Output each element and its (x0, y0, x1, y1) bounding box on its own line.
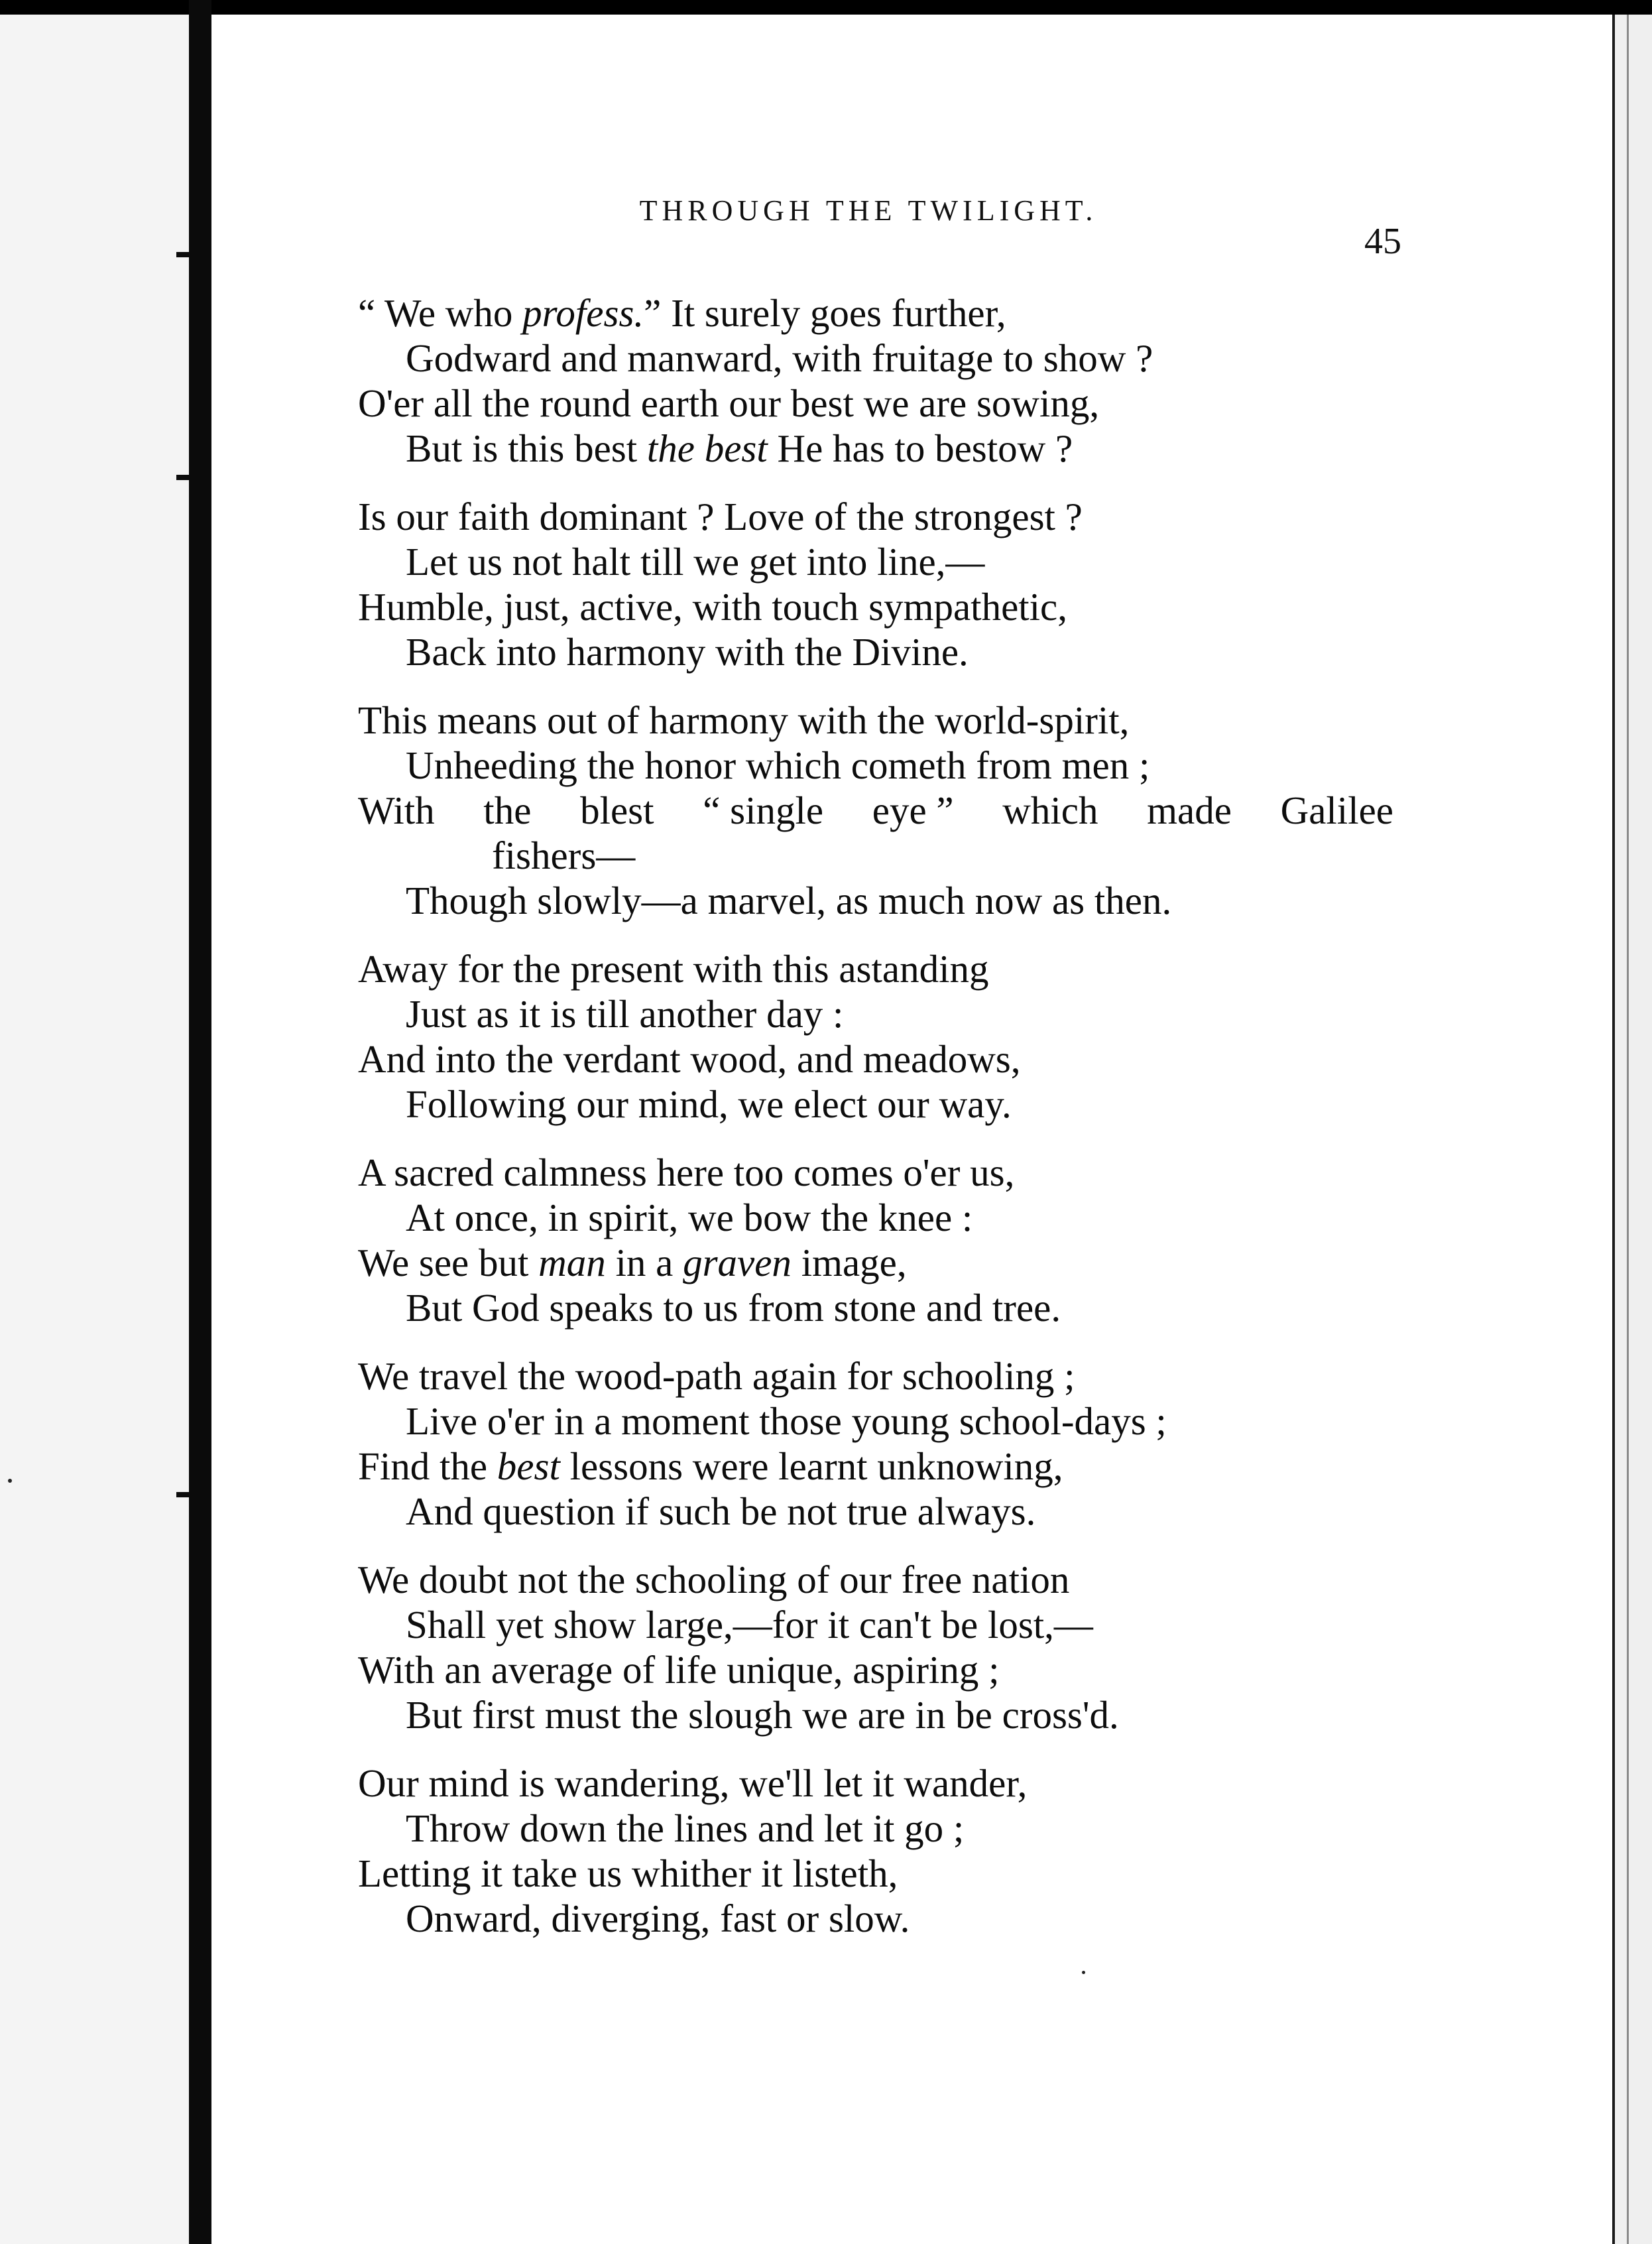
word: With (358, 788, 435, 832)
poem-line: But first must the slough we are in be cross'd. (406, 1693, 1119, 1737)
poem-line: At once, in spirit, we bow the knee : (406, 1196, 973, 1239)
poem-line: Away for the present with this astanding (358, 947, 989, 991)
page-number: 45 (1364, 221, 1401, 262)
word: “ single (703, 788, 824, 832)
poem-line: Our mind is wandering, we'll let it wander, (358, 1761, 1028, 1805)
poem-line: Live o'er in a moment those young school-days ; (406, 1399, 1167, 1443)
poem-line: Humble, just, active, with touch sympathetic, (358, 585, 1067, 629)
stanza (358, 946, 1419, 1127)
stanza (358, 1353, 1419, 1534)
word: made (1147, 788, 1232, 832)
stanza (358, 1761, 1419, 1941)
poem-line: But God speaks to us from stone and tree. (406, 1286, 1061, 1330)
scan-top-edge (0, 0, 1652, 15)
stanza (358, 290, 1419, 471)
gutter-notch (176, 252, 191, 257)
poem-line: Just as it is till another day : (406, 992, 844, 1036)
poem-line: Godward and manward, with fruitage to show ? (406, 336, 1153, 380)
poem-line: A sacred calmness here too comes o'er us, (358, 1151, 1015, 1194)
running-head: THROUGH THE TWILIGHT. (639, 194, 1098, 227)
poem-line-justified (358, 788, 1393, 833)
poem-line-runover: fishers— (492, 834, 636, 877)
poem-line: Onward, diverging, fast or slow. (406, 1897, 910, 1940)
poem-line: Back into harmony with the Divine. (406, 630, 969, 674)
poem (358, 290, 1419, 1964)
stanza (358, 1557, 1419, 1737)
poem-line: Unheeding the honor which cometh from men ; (406, 743, 1150, 787)
page-fore-edge (1612, 15, 1652, 2244)
poem-line: With an average of life unique, aspiring ; (358, 1648, 1000, 1692)
poem-line: Following our mind, we elect our way. (406, 1082, 1012, 1126)
poem-line: Shall yet show large,—for it can't be lost,— (406, 1603, 1093, 1647)
poem-line: “ We who profess.” It surely goes further, (358, 291, 1006, 335)
poem-line: We doubt not the schooling of our free nation (358, 1558, 1070, 1601)
stanza (358, 494, 1419, 674)
word: Galilee (1280, 788, 1393, 832)
stanza (358, 1150, 1419, 1330)
poem-line: Let us not halt till we get into line,— (406, 540, 985, 584)
poem-line: But is this best the best He has to bestow ? (406, 426, 1073, 470)
gutter-notch (176, 1492, 191, 1497)
poem-line: Is our faith dominant ? Love of the strongest ? (358, 495, 1083, 538)
stanza (358, 698, 1419, 923)
word: which (1002, 788, 1098, 832)
poem-line: This means out of harmony with the world-spirit, (358, 698, 1130, 742)
word: the (483, 788, 532, 832)
poem-line: Letting it take us whither it listeth, (358, 1851, 898, 1895)
book-gutter (189, 0, 211, 2244)
poem-line: Throw down the lines and let it go ; (406, 1806, 965, 1850)
poem-line: O'er all the round earth our best we are sowing, (358, 381, 1100, 425)
gutter-notch (176, 475, 191, 480)
scan-speck (1082, 1971, 1085, 1974)
word: eye ” (872, 788, 954, 832)
word: blest (580, 788, 654, 832)
poem-line: Find the best lessons were learnt unknowing, (358, 1444, 1063, 1488)
poem-line: And into the verdant wood, and meadows, (358, 1037, 1021, 1081)
scan-speck (8, 1479, 12, 1483)
poem-line: And question if such be not true always. (406, 1489, 1036, 1533)
poem-line: We travel the wood-path again for schooling ; (358, 1354, 1075, 1398)
facing-page-edge (0, 15, 189, 2244)
poem-line: Though slowly—a marvel, as much now as then. (406, 879, 1172, 922)
poem-line: We see but man in a graven image, (358, 1241, 907, 1284)
